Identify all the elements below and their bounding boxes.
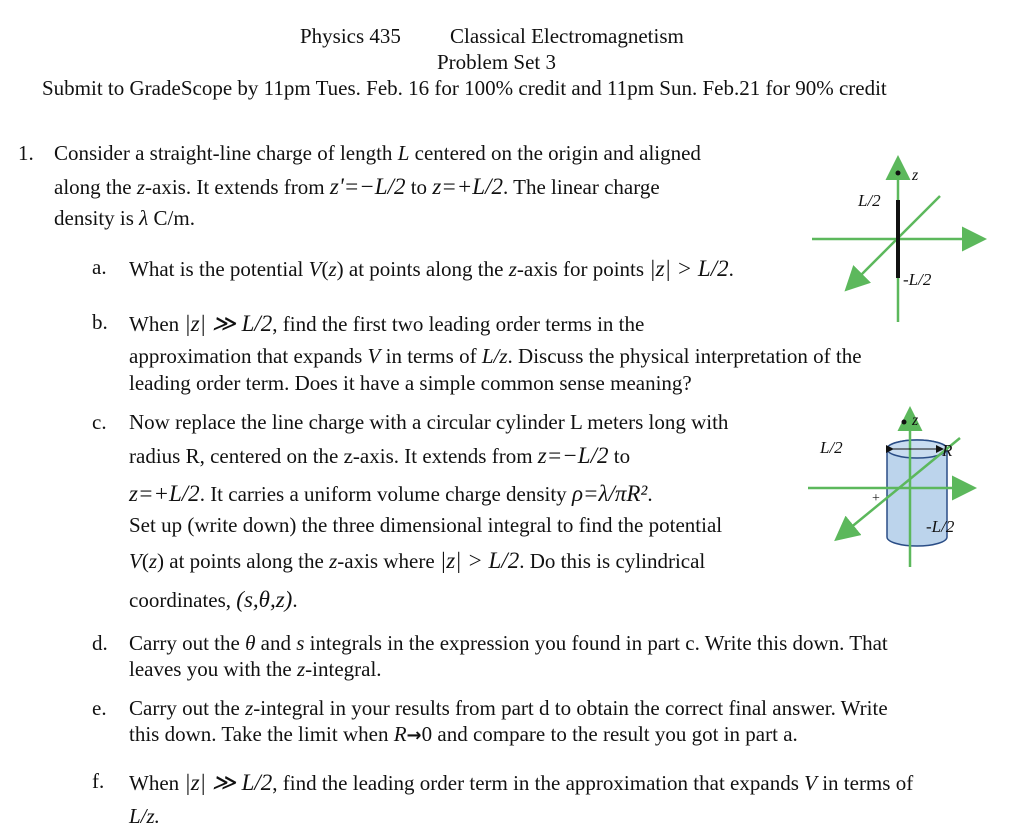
field-point — [896, 171, 901, 176]
part-c-letter: c. — [92, 410, 107, 434]
part-a-text: What is the potential V(z) at points along the z-axis for points |z| > L/2. — [129, 256, 734, 281]
figure-line-charge — [790, 150, 990, 325]
origin-plus: + — [872, 491, 880, 506]
part-c-line-4: Set up (write down) the three dimensional integral to find the potential — [129, 513, 723, 537]
part-b-line-3: leading order term. Does it have a simple common sense meaning? — [129, 371, 692, 395]
part-c-line-2: radius R, centered on the z-axis. It extends from z=−L/2 to — [129, 443, 631, 468]
label-top: L/2 — [858, 191, 881, 210]
label-top: L/2 — [820, 438, 843, 457]
label-z: z — [912, 412, 919, 429]
part-d-letter: d. — [92, 631, 108, 655]
label-bottom: -L/2 — [926, 517, 955, 536]
part-b-line-2: approximation that expands V in terms of L/z. Discuss the physical interpretation of the — [129, 344, 862, 368]
intro-line-2: along the z-axis. It extends from z'=−L/2 to z=+L/2. The linear charge — [54, 174, 660, 199]
intro-line-1: Consider a straight-line charge of length L centered on the origin and aligned — [54, 141, 701, 165]
header-course: Physics 435 — [300, 24, 401, 48]
label-r: R — [942, 441, 953, 460]
part-d-line-1: Carry out the θ and s integrals in the expression you found in part c. Write this down. That — [129, 631, 888, 655]
part-c-line-1: Now replace the line charge with a circular cylinder L meters long with — [129, 410, 729, 434]
part-e-line-2: this down. Take the limit when R→0 and compare to the result you got in part a. — [129, 722, 798, 746]
part-f-line-2: L/z. — [129, 804, 160, 828]
part-f-line-1: When |z| ≫ L/2, find the leading order term in the approximation that expands V in terms of — [129, 770, 914, 795]
header-problem-set: Problem Set 3 — [437, 50, 556, 74]
part-a-letter: a. — [92, 255, 107, 279]
label-bottom: -L/2 — [903, 270, 932, 289]
part-c-line-6: coordinates, (s,θ,z). — [129, 587, 298, 612]
figure-cylinder — [800, 405, 1000, 575]
part-c-line-5: V(z) at points along the z-axis where |z| > L/2. Do this is cylindrical — [129, 548, 706, 573]
label-z: z — [912, 167, 919, 184]
part-b-line-1: When |z| ≫ L/2, find the first two leading order terms in the — [129, 311, 645, 336]
problem-number: 1. — [18, 141, 34, 165]
header-subject: Classical Electromagnetism — [450, 24, 684, 48]
part-e-letter: e. — [92, 696, 107, 720]
intro-line-3: density is λ C/m. — [54, 206, 195, 230]
header-due-date: Submit to GradeScope by 11pm Tues. Feb. 16 for 100% credit and 11pm Sun. Feb.21 for 90% credit — [42, 76, 887, 100]
part-e-line-1: Carry out the z-integral in your results from part d to obtain the correct final answer. Write — [129, 696, 888, 720]
part-f-letter: f. — [92, 769, 105, 793]
field-point — [902, 420, 907, 425]
part-b-letter: b. — [92, 310, 108, 334]
part-c-line-3: z=+L/2. It carries a uniform volume charge density ρ=λ/πR². — [129, 481, 653, 506]
part-d-line-2: leaves you with the z-integral. — [129, 657, 382, 681]
